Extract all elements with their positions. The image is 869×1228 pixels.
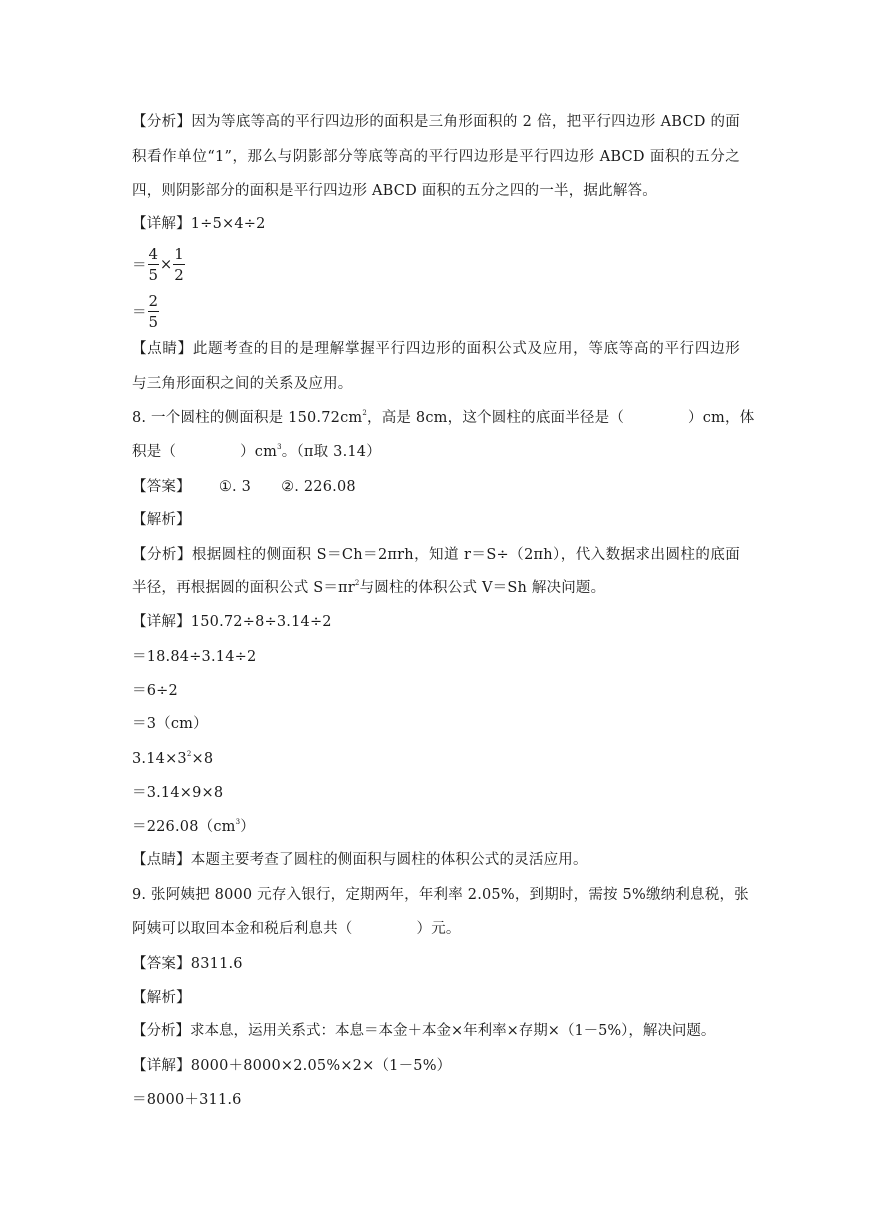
q7-comment-line-1: 【点睛】此题考查的目的是理解掌握平行四边形的面积公式及应用，等底等高的平行四边形 — [132, 341, 740, 357]
q9-detail-line-1: 【详解】8000＋8000×2.05%×2×（1－5%） — [132, 1058, 452, 1074]
q8-detail-line-4: ＝3（cm） — [132, 716, 208, 732]
numerator: 1 — [174, 245, 184, 263]
q7-analysis-line-2: 积看作单位“1”，那么与阴影部分等底等高的平行四边形是平行四边形 ABCD 面积的五分之 — [132, 149, 740, 165]
q8-detail-line-3: ＝6÷2 — [132, 683, 178, 699]
q8-answer: 【答案】 ①. 3 ②. 226.08 — [132, 479, 356, 495]
q7-detail-line-1: 【详解】1÷5×4÷2 — [132, 216, 266, 232]
q8-detail-line-6: ＝3.14×9×8 — [132, 785, 224, 801]
q8-comment: 【点睛】本题主要考查了圆柱的侧面积与圆柱的体积公式的灵活应用。 — [132, 852, 588, 868]
q8-question-line-1: 8. 一个圆柱的侧面积是 $150.72cm^2$，高是 8cm，这个圆柱的底面半径是（ ）cm，体 — [132, 409, 755, 426]
q9-answer: 【答案】8311.6 — [132, 956, 243, 972]
q8-analysis-line-2: 半径，再根据圆的面积公式 $S=\pi r^2$与圆柱的体积公式 V＝Sh 解决问题。 — [132, 579, 606, 596]
equals-sign: ＝ — [132, 258, 147, 274]
q9-analysis: 【分析】求本息，运用关系式：本息＝本金＋本金×年利率×存期×（1－5%），解决问题。 — [132, 1023, 716, 1039]
q8-jiexi-label: 【解析】 — [132, 512, 191, 528]
times-sign: × — [160, 256, 173, 273]
q7-analysis-line-3: 四，则阴影部分的面积是平行四边形 ABCD 面积的五分之四的一半，据此解答。 — [132, 183, 657, 199]
q8-analysis-line-1: 【分析】根据圆柱的侧面积 S＝Ch＝2πrh，知道 r＝S÷（2πh），代入数据求出圆柱的底面 — [132, 547, 740, 563]
denominator: 5 — [148, 266, 159, 284]
q7-analysis-line-1: 【分析】因为等底等高的平行四边形的面积是三角形面积的 2 倍，把平行四边形 ABCD 的面 — [132, 114, 740, 130]
numerator: 4 — [148, 245, 159, 263]
numerator: 2 — [148, 292, 159, 310]
q8-detail-line-7: $=226.08(cm^3)$ — [132, 818, 255, 835]
equals-sign: ＝ — [132, 305, 147, 321]
q7-step-1 — [132, 244, 185, 285]
q9-detail-line-2: ＝8000＋311.6 — [132, 1092, 242, 1108]
q8-detail-line-2: ＝18.84÷3.14÷2 — [132, 649, 257, 665]
denominator: 2 — [174, 266, 184, 284]
answer-2: ②. 226.08 — [281, 479, 356, 495]
q9-jiexi-label: 【解析】 — [132, 990, 191, 1006]
q9-question-line-2: 阿姨可以取回本金和税后利息共（ ）元。 — [132, 921, 461, 937]
fraction-4-5 — [148, 244, 160, 285]
q8-detail-line-5: $3.14\times 3^2\times 8$ — [132, 750, 214, 767]
denominator: 5 — [148, 313, 159, 331]
fraction-2-5 — [148, 291, 160, 332]
q7-comment-line-2: 与三角形面积之间的关系及应用。 — [132, 376, 353, 392]
q8-question-line-2: 积是（ ）$cm^3$。（π取 3.14） — [132, 443, 381, 460]
fraction-1-2 — [173, 244, 185, 285]
answer-1: ①. 3 — [218, 479, 252, 495]
q7-step-2 — [132, 291, 159, 332]
q8-detail-line-1: 【详解】150.72÷8÷3.14÷2 — [132, 614, 332, 630]
q9-question-line-1: 9. 张阿姨把 8000 元存入银行，定期两年，年利率 2.05%，到期时，需按 5%缴纳利息税，张 — [132, 887, 749, 903]
